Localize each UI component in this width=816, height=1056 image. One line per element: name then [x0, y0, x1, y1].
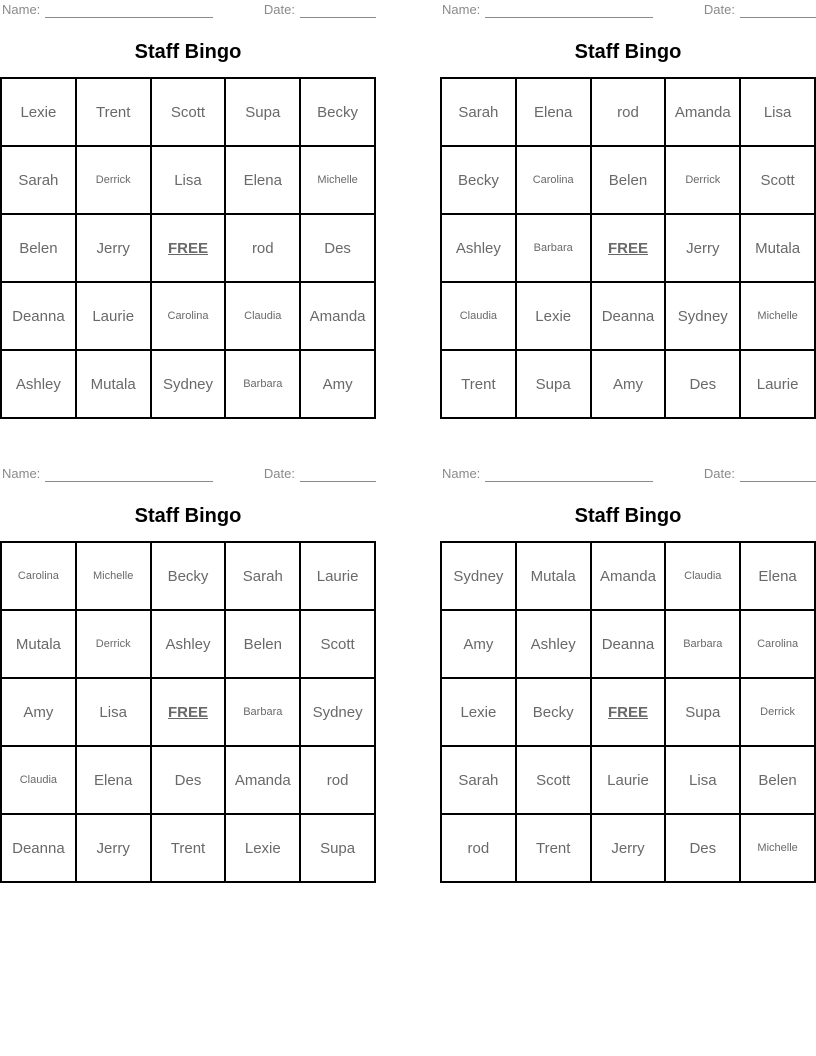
bingo-cell: Scott [516, 746, 591, 814]
bingo-cell: Jerry [76, 214, 151, 282]
bingo-cell: Ashley [151, 610, 226, 678]
bingo-cell: Lisa [151, 146, 226, 214]
grid-row [1, 350, 375, 418]
bingo-cell: rod [591, 78, 666, 146]
bingo-grid [440, 77, 816, 419]
bingo-cell: Amanda [591, 542, 666, 610]
bingo-cell: Jerry [591, 814, 666, 882]
name-fill-line [485, 467, 653, 482]
bingo-cell: Becky [300, 78, 375, 146]
bingo-cell: Jerry [665, 214, 740, 282]
bingo-cell: Amy [1, 678, 76, 746]
name-label: Name: [2, 466, 41, 481]
grid-row [1, 542, 375, 610]
bingo-cell: Scott [740, 146, 815, 214]
grid-row [441, 678, 815, 746]
bingo-cell: Sarah [1, 146, 76, 214]
bingo-cell: Deanna [591, 282, 666, 350]
bingo-cell: Elena [76, 746, 151, 814]
card-title: Staff Bingo [134, 505, 242, 527]
bingo-cell: Des [300, 214, 375, 282]
bingo-cell: Barbara [225, 350, 300, 418]
grid-row [441, 214, 815, 282]
bingo-cell: Mutala [740, 214, 815, 282]
bingo-cell: Lexie [441, 678, 516, 746]
bingo-cell: Barbara [665, 610, 740, 678]
bingo-cell: Sydney [151, 350, 226, 418]
bingo-cell: Belen [591, 146, 666, 214]
bingo-cell: Belen [225, 610, 300, 678]
bingo-cell: Laurie [300, 542, 375, 610]
card-title: Staff Bingo [574, 505, 682, 527]
bingo-cell: Deanna [1, 814, 76, 882]
grid-row [1, 78, 375, 146]
date-field [704, 2, 816, 18]
bingo-cell: Derrick [76, 146, 151, 214]
bingo-card [0, 2, 376, 419]
bingo-cell: Amanda [300, 282, 375, 350]
bingo-cell: Becky [516, 678, 591, 746]
bingo-cell: Lexie [1, 78, 76, 146]
bingo-cell: Claudia [441, 282, 516, 350]
bingo-cell: Lisa [76, 678, 151, 746]
bingo-cell: Elena [740, 542, 815, 610]
bingo-cell: Elena [225, 146, 300, 214]
bingo-cell: Mutala [76, 350, 151, 418]
date-label: Date: [263, 466, 295, 481]
bingo-cell: rod [300, 746, 375, 814]
bingo-grid [0, 541, 376, 883]
bingo-cell: rod [225, 214, 300, 282]
name-fill-line [45, 467, 213, 482]
bingo-cell: Claudia [665, 542, 740, 610]
bingo-grid [0, 77, 376, 419]
name-field [2, 2, 213, 18]
bingo-cell: Laurie [740, 350, 815, 418]
grid-row [1, 746, 375, 814]
free-cell: FREE [591, 678, 666, 746]
card-title: Staff Bingo [574, 41, 682, 63]
bingo-cell: Sydney [300, 678, 375, 746]
bingo-cell: Trent [151, 814, 226, 882]
bingo-cell: Belen [1, 214, 76, 282]
bingo-cell: Lisa [740, 78, 815, 146]
bingo-cell: Trent [516, 814, 591, 882]
bingo-cell: Des [665, 350, 740, 418]
name-fill-line [485, 3, 653, 18]
bingo-cell: Lexie [225, 814, 300, 882]
card-header [0, 466, 376, 482]
bingo-cell: Des [665, 814, 740, 882]
grid-row [441, 542, 815, 610]
grid-row [441, 146, 815, 214]
date-field [264, 2, 376, 18]
grid-row [441, 814, 815, 882]
bingo-cell: Carolina [1, 542, 76, 610]
bingo-cell: Laurie [591, 746, 666, 814]
bingo-cell: Mutala [1, 610, 76, 678]
bingo-cell: Belen [740, 746, 815, 814]
grid-row [441, 610, 815, 678]
bingo-cell: Derrick [740, 678, 815, 746]
name-field [442, 466, 653, 482]
name-field [2, 466, 213, 482]
bingo-cell: Barbara [225, 678, 300, 746]
bingo-cell: Becky [151, 542, 226, 610]
date-field [264, 466, 376, 482]
bingo-cell: Michelle [76, 542, 151, 610]
grid-row [1, 678, 375, 746]
bingo-cell: Carolina [516, 146, 591, 214]
bingo-cell: Sarah [441, 78, 516, 146]
bingo-cell: Trent [441, 350, 516, 418]
bingo-cell: Scott [151, 78, 226, 146]
bingo-card [440, 466, 816, 883]
bingo-cell: Supa [225, 78, 300, 146]
bingo-cell: Laurie [76, 282, 151, 350]
name-label: Name: [442, 466, 481, 481]
bingo-cell: Amanda [665, 78, 740, 146]
date-fill-line [300, 467, 376, 482]
bingo-cell: Deanna [591, 610, 666, 678]
bingo-cell: Claudia [1, 746, 76, 814]
bingo-cell: Ashley [1, 350, 76, 418]
date-label: Date: [703, 466, 735, 481]
bingo-card [0, 466, 376, 883]
name-fill-line [45, 3, 213, 18]
bingo-cell: Sarah [225, 542, 300, 610]
bingo-cell: Carolina [740, 610, 815, 678]
bingo-cell: Amy [591, 350, 666, 418]
bingo-cell: Sydney [665, 282, 740, 350]
bingo-cell: Elena [516, 78, 591, 146]
card-header [440, 2, 816, 18]
grid-row [441, 350, 815, 418]
bingo-cell: Amy [300, 350, 375, 418]
bingo-cell: Lexie [516, 282, 591, 350]
bingo-cell: Claudia [225, 282, 300, 350]
date-fill-line [740, 467, 816, 482]
card-header [440, 466, 816, 482]
free-cell: FREE [151, 214, 226, 282]
bingo-cell: Sydney [441, 542, 516, 610]
bingo-cell: Supa [300, 814, 375, 882]
bingo-cell: Deanna [1, 282, 76, 350]
bingo-cell: Derrick [665, 146, 740, 214]
bingo-cell: Lisa [665, 746, 740, 814]
bingo-cell: Sarah [441, 746, 516, 814]
bingo-cell: Supa [516, 350, 591, 418]
bingo-cell: Derrick [76, 610, 151, 678]
bingo-cell: Amanda [225, 746, 300, 814]
date-field [704, 466, 816, 482]
date-fill-line [740, 3, 816, 18]
grid-row [441, 78, 815, 146]
grid-row [1, 146, 375, 214]
card-title: Staff Bingo [134, 41, 242, 63]
bingo-cell: Becky [441, 146, 516, 214]
bingo-cell: Amy [441, 610, 516, 678]
name-label: Name: [2, 2, 41, 17]
grid-row [1, 610, 375, 678]
bingo-cell: Jerry [76, 814, 151, 882]
grid-row [441, 282, 815, 350]
free-cell: FREE [591, 214, 666, 282]
date-label: Date: [263, 2, 295, 17]
free-cell: FREE [151, 678, 226, 746]
bingo-cell: Supa [665, 678, 740, 746]
card-header [0, 2, 376, 18]
bingo-cell: rod [441, 814, 516, 882]
bingo-card [440, 2, 816, 419]
bingo-cell: Mutala [516, 542, 591, 610]
grid-row [1, 214, 375, 282]
bingo-cell: Ashley [516, 610, 591, 678]
bingo-cell: Michelle [740, 282, 815, 350]
name-label: Name: [442, 2, 481, 17]
date-fill-line [300, 3, 376, 18]
grid-row [1, 282, 375, 350]
bingo-cell: Scott [300, 610, 375, 678]
name-field [442, 2, 653, 18]
grid-row [1, 814, 375, 882]
bingo-cell: Ashley [441, 214, 516, 282]
grid-row [441, 746, 815, 814]
bingo-cell: Michelle [300, 146, 375, 214]
bingo-cell: Michelle [740, 814, 815, 882]
bingo-cell: Trent [76, 78, 151, 146]
date-label: Date: [703, 2, 735, 17]
bingo-cell: Des [151, 746, 226, 814]
bingo-cell: Barbara [516, 214, 591, 282]
bingo-grid [440, 541, 816, 883]
bingo-cell: Carolina [151, 282, 226, 350]
